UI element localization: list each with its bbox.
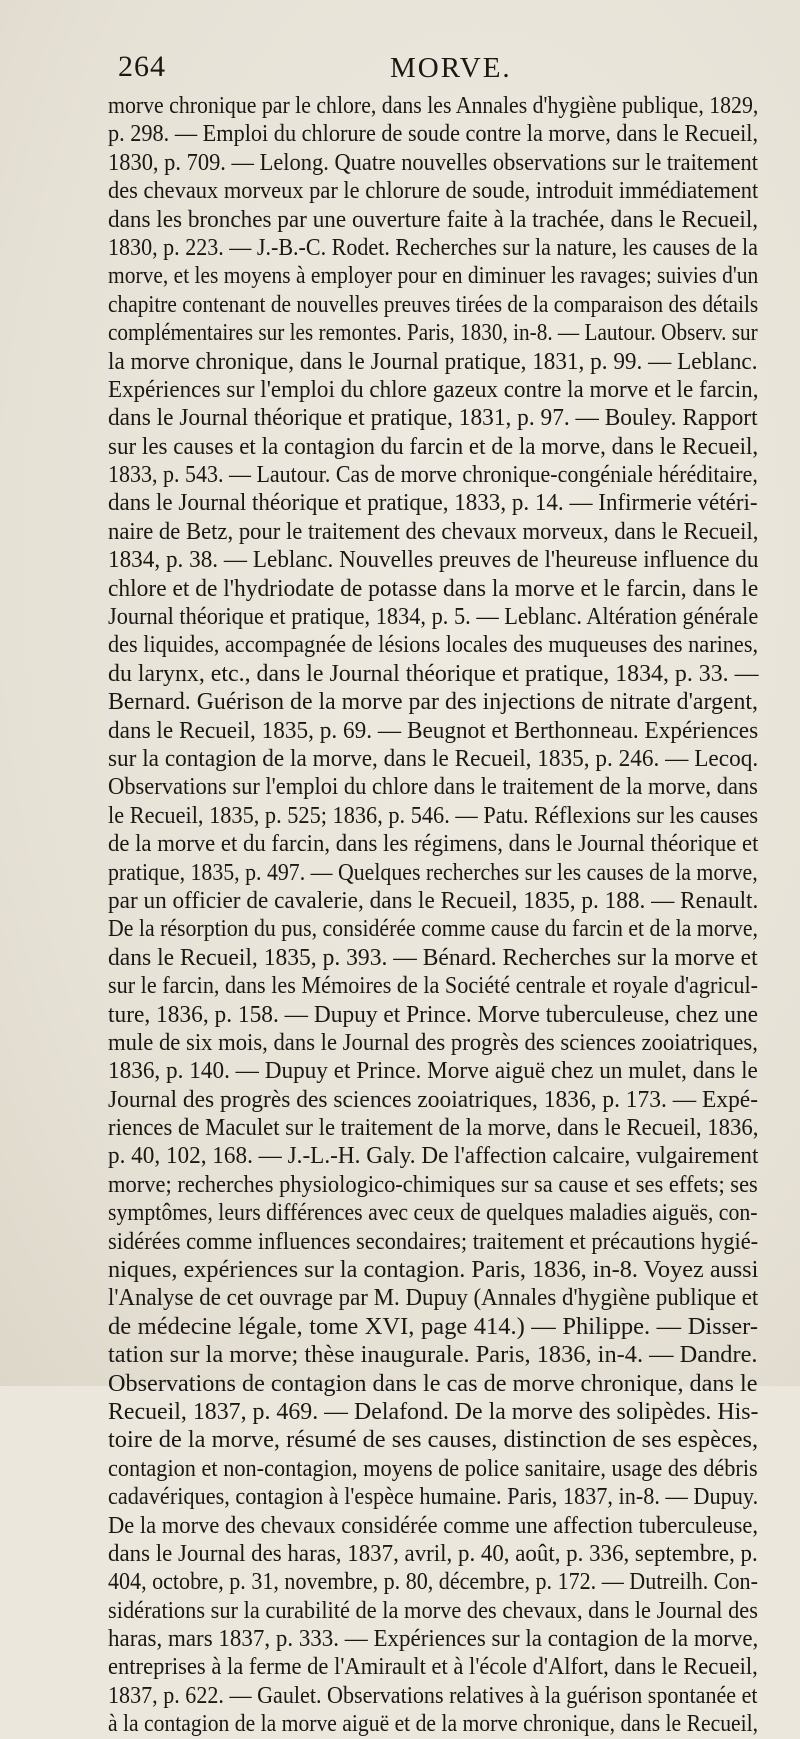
- text-line: le Recueil, 1835, p. 525; 1836, p. 546. — Patu. Réflexions sur les causes: [108, 801, 759, 829]
- text-line: sidérées comme influences secondaires; traitement et précautions hygié-: [108, 1227, 759, 1255]
- text-line: sur la contagion de la morve, dans le Recueil, 1835, p. 246. — Lecoq.: [108, 744, 759, 772]
- text-line: morve chronique par le chlore, dans les Annales d'hygiène publique, 1829,: [108, 92, 759, 119]
- text-line: Observations sur l'emploi du chlore dans le traitement de la morve, dans: [108, 773, 758, 801]
- text-line: toire de la morve, résumé de ses causes, distinction de ses espèces,: [108, 1426, 759, 1454]
- text-line: ture, 1836, p. 158. — Dupuy et Prince. Morve tuberculeuse, chez une: [108, 1000, 759, 1028]
- page-number: 264: [118, 50, 166, 83]
- text-line: p. 40, 102, 168. — J.-L.-H. Galy. De l'affection calcaire, vulgairement: [108, 1142, 759, 1170]
- text-line: riences de Maculet sur le traitement de la morve, dans le Recueil, 1836,: [108, 1114, 759, 1142]
- text-line: morve, et les moyens à employer pour en diminuer les ravages; suivies d'un: [108, 262, 759, 290]
- text-line: contagion et non-contagion, moyens de police sanitaire, usage des débris: [108, 1454, 758, 1482]
- text-line: Observations de contagion dans le cas de morve chronique, dans le: [108, 1369, 758, 1397]
- text-line: symptômes, leurs différences avec ceux de quelques maladies aiguës, con-: [108, 1199, 758, 1227]
- text-line: De la résorption du pus, considérée comme cause du farcin et de la morve,: [108, 915, 758, 943]
- text-line: De la morve des chevaux considérée comme une affection tuberculeuse,: [108, 1511, 759, 1539]
- text-line: des liquides, accompagnée de lésions locales des muqueuses des narines,: [108, 631, 759, 659]
- text-line: à la contagion de la morve aiguë et de la morve chronique, dans le Recueil,: [108, 1710, 759, 1738]
- text-line: chlore et de l'hydriodate de potasse dans la morve et le farcin, dans le: [108, 574, 759, 602]
- text-line: du larynx, etc., dans le Journal théorique et pratique, 1834, p. 33. —: [108, 659, 759, 687]
- text-line: Journal des progrès des sciences zooiatriques, 1836, p. 173. — Expé-: [108, 1085, 759, 1113]
- text-line: de la morve et du farcin, dans les régimens, dans le Journal théorique et: [108, 830, 759, 858]
- text-line: 1836, p. 140. — Dupuy et Prince. Morve aiguë chez un mulet, dans le: [108, 1057, 758, 1085]
- text-line: p. 298. — Emploi du chlorure de soude contre la morve, dans le Recueil,: [108, 120, 759, 148]
- text-line: 1830, p. 223. — J.-B.-C. Rodet. Recherches sur la nature, les causes de la: [108, 233, 758, 261]
- text-line: tation sur la morve; thèse inaugurale. Paris, 1836, in-4. — Dandre.: [108, 1341, 758, 1369]
- text-line: dans le Journal théorique et pratique, 1831, p. 97. — Bouley. Rapport: [108, 404, 758, 432]
- text-line: dans le Recueil, 1835, p. 69. — Beugnot et Berthonneau. Expériences: [108, 716, 759, 744]
- text-line: 1834, p. 38. — Leblanc. Nouvelles preuves de l'heureuse influence du: [108, 546, 759, 574]
- text-line: dans les bronches par une ouverture faite à la trachée, dans le Recueil,: [108, 205, 759, 233]
- text-line: sur les causes et la contagion du farcin et de la morve, dans le Recueil,: [108, 432, 759, 460]
- text-line: sur le farcin, dans les Mémoires de la Société centrale et royale d'agricul-: [108, 972, 759, 1000]
- text-line: haras, mars 1837, p. 333. — Expériences sur la contagion de la morve,: [108, 1625, 759, 1653]
- text-line: morve; recherches physiologico-chimiques sur sa cause et ses effets; ses: [108, 1170, 758, 1198]
- text-line: 1833, p. 543. — Lautour. Cas de morve chronique-congéniale héréditaire,: [108, 461, 758, 489]
- text-line: Recueil, 1837, p. 469. — Delafond. De la morve des solipèdes. His-: [108, 1397, 759, 1425]
- text-line: pratique, 1835, p. 497. — Quelques recherches sur les causes de la morve,: [108, 858, 758, 886]
- text-line: mule de six mois, dans le Journal des progrès des sciences zooiatriques,: [108, 1028, 758, 1056]
- running-title: MORVE.: [390, 52, 512, 84]
- text-line: des chevaux morveux par le chlorure de soude, introduit immédiatement: [108, 177, 759, 205]
- text-line: naire de Betz, pour le traitement des chevaux morveux, dans le Recueil,: [108, 517, 759, 545]
- text-line: niques, expériences sur la contagion. Paris, 1836, in-8. Voyez aussi: [108, 1256, 759, 1284]
- page-header: [118, 50, 740, 90]
- body-text: [108, 92, 758, 1739]
- text-line: cadavériques, contagion à l'espèce humaine. Paris, 1837, in-8. — Dupuy.: [108, 1483, 759, 1511]
- text-line: la morve chronique, dans le Journal pratique, 1831, p. 99. — Leblanc.: [108, 347, 758, 375]
- text-line: dans le Journal théorique et pratique, 1833, p. 14. — Infirmerie vétéri-: [108, 489, 758, 517]
- text-line: dans le Recueil, 1835, p. 393. — Bénard. Recherches sur la morve et: [108, 943, 758, 971]
- text-line: complémentaires sur les remontes. Paris, 1830, in-8. — Lautour. Observ. sur: [108, 319, 758, 347]
- text-line: Journal théorique et pratique, 1834, p. 5. — Leblanc. Altération générale: [108, 603, 759, 631]
- text-line: Bernard. Guérison de la morve par des injections de nitrate d'argent,: [108, 688, 758, 716]
- text-line: dans le Journal des haras, 1837, avril, p. 40, août, p. 336, septembre, p.: [108, 1539, 758, 1567]
- text-line: 1830, p. 709. — Lelong. Quatre nouvelles observations sur le traitement: [108, 148, 758, 176]
- text-line: chapitre contenant de nouvelles preuves tirées de la comparaison des détails: [108, 290, 759, 318]
- text-line: par un officier de cavalerie, dans le Recueil, 1835, p. 188. — Renault.: [108, 886, 759, 914]
- text-line: 1837, p. 622. — Gaulet. Observations relatives à la guérison spontanée et: [108, 1681, 758, 1709]
- text-line: 404, octobre, p. 31, novembre, p. 80, décembre, p. 172. — Dutreilh. Con-: [108, 1568, 758, 1596]
- text-line: Expériences sur l'emploi du chlore gazeux contre la morve et le farcin,: [108, 375, 759, 403]
- text-line: de médecine légale, tome XVI, page 414.) — Philippe. — Disser-: [108, 1312, 758, 1340]
- text-line: l'Analyse de cet ouvrage par M. Dupuy (Annales d'hygiène publique et: [108, 1284, 759, 1312]
- text-line: entreprises à la ferme de l'Amirault et à l'école d'Alfort, dans le Recueil,: [108, 1653, 758, 1681]
- text-line: sidérations sur la curabilité de la morve des chevaux, dans le Journal des: [108, 1596, 758, 1624]
